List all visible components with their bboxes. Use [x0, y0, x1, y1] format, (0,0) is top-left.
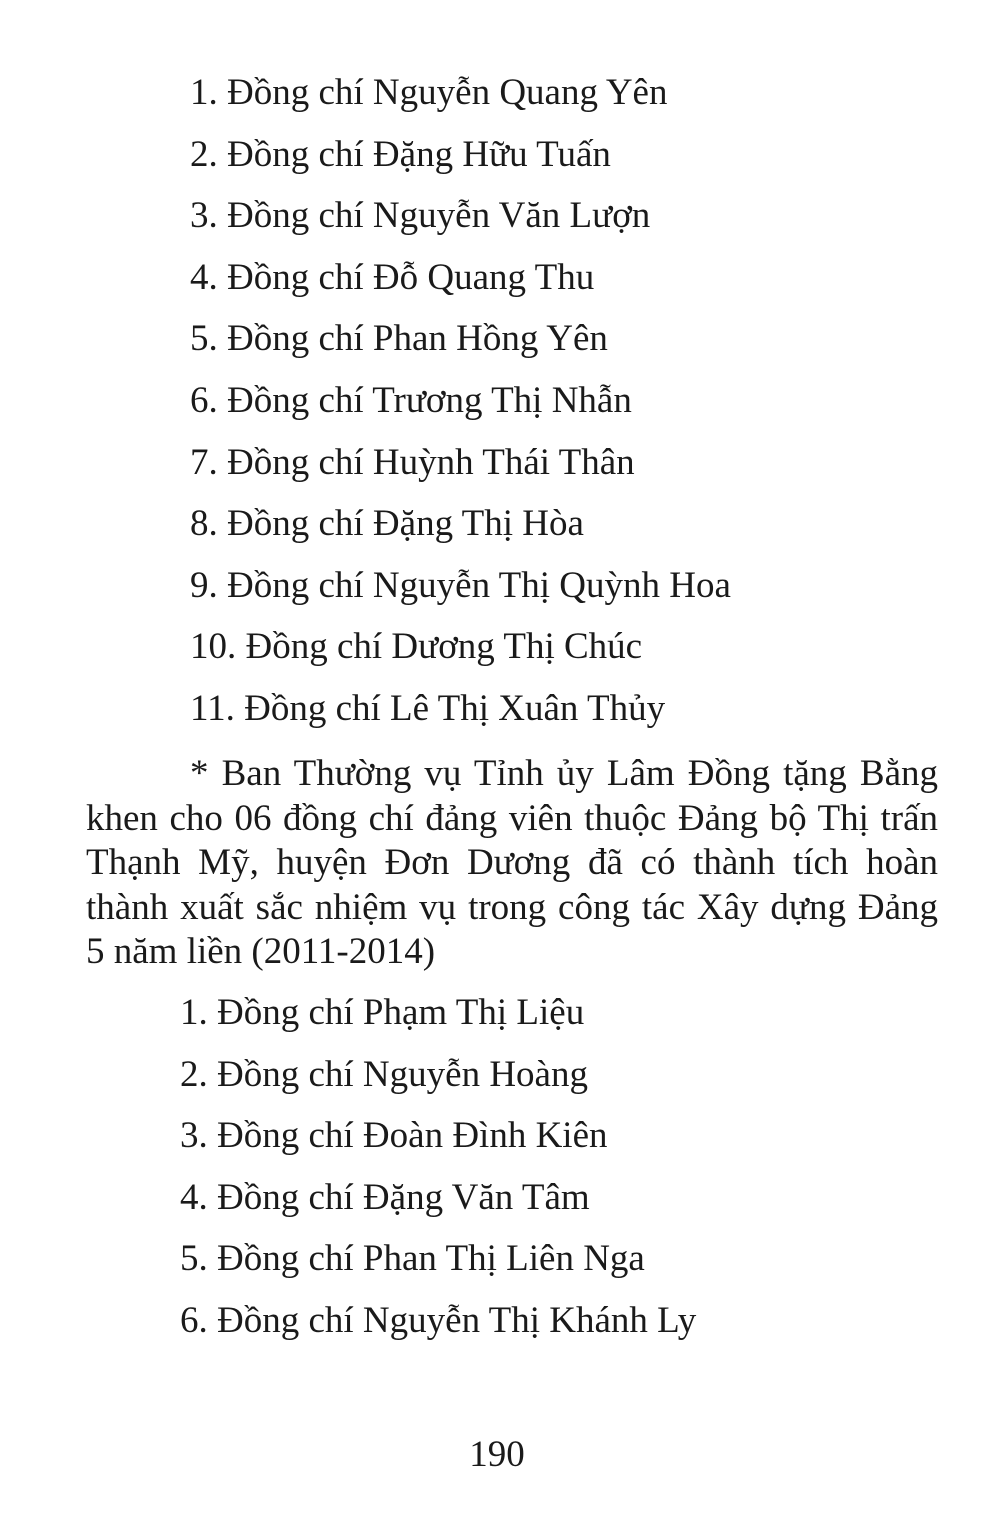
list-item: 2. Đồng chí Nguyễn Hoàng — [180, 1053, 588, 1095]
page-number: 190 — [469, 1434, 525, 1475]
list-item: 5. Đồng chí Phan Hồng Yên — [190, 318, 608, 360]
list-item: 10. Đồng chí Dương Thị Chúc — [190, 626, 643, 668]
commendation-paragraph: * Ban Thường vụ Tỉnh ủy Lâm Đồng tặng Bằng khen cho 06 đồng chí đảng viên thuộc Đảng bộ Thị trấn Thạnh Mỹ, huyện Đơn Dương đã có thành tích hoàn thành xuất sắc nhiệm vụ trong công tác Xây dựng Đảng 5 năm liền (2011-2014) — [86, 753, 938, 972]
list-item: 6. Đồng chí Nguyễn Thị Khánh Ly — [180, 1299, 697, 1341]
list-item: 4. Đồng chí Đỗ Quang Thu — [190, 256, 595, 298]
list-item: 1. Đồng chí Phạm Thị Liệu — [180, 992, 585, 1033]
list-item: 3. Đồng chí Nguyễn Văn Lượn — [190, 195, 651, 237]
list-item: 2. Đồng chí Đặng Hữu Tuấn — [190, 133, 611, 175]
list-item: 6. Đồng chí Trương Thị Nhẫn — [190, 379, 632, 421]
list-item: 9. Đồng chí Nguyễn Thị Quỳnh Hoa — [190, 564, 731, 606]
list-item: 8. Đồng chí Đặng Thị Hòa — [190, 503, 584, 545]
commended-list-2 — [180, 982, 696, 1352]
list-item: 7. Đồng chí Huỳnh Thái Thân — [190, 441, 635, 483]
list-item: 4. Đồng chí Đặng Văn Tâm — [180, 1176, 590, 1218]
list-item: 5. Đồng chí Phan Thị Liên Nga — [180, 1238, 645, 1280]
commended-list-1 — [190, 62, 731, 740]
list-item: 11. Đồng chí Lê Thị Xuân Thủy — [190, 687, 666, 729]
list-item: 3. Đồng chí Đoàn Đình Kiên — [180, 1115, 608, 1157]
list-item: 1. Đồng chí Nguyễn Quang Yên — [190, 72, 668, 113]
